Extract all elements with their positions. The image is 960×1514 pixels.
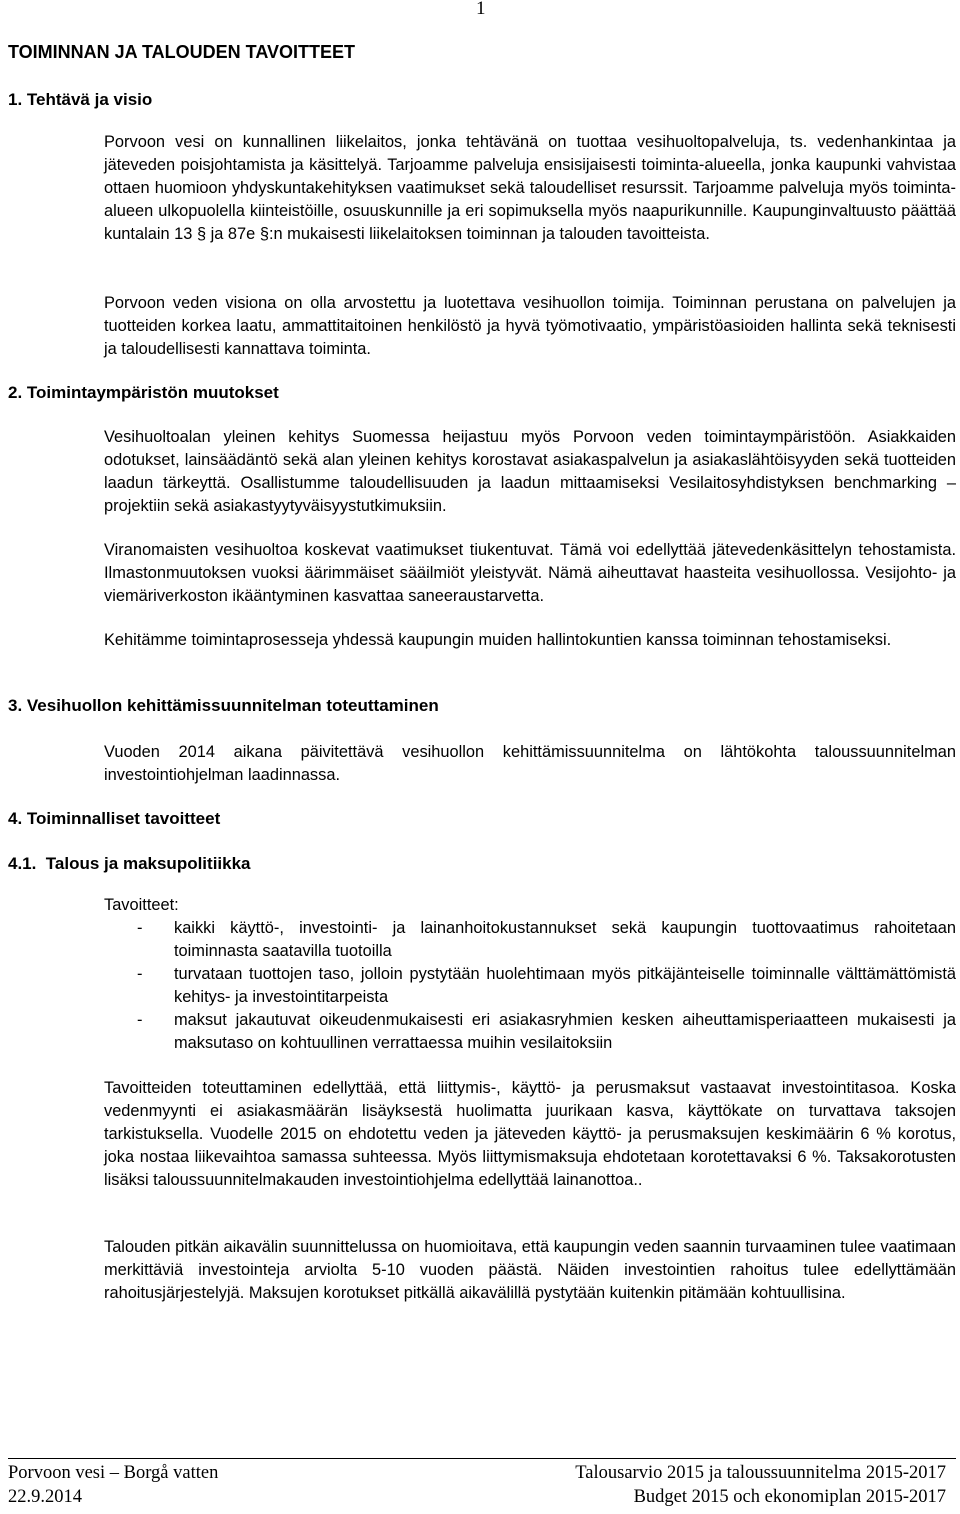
section-4-heading: 4. Toiminnalliset tavoitteet: [8, 809, 221, 828]
section-1-paragraph-2: Porvoon veden visiona on olla arvostettu ja luotettava vesihuollon toimija. Toiminnan perustana on palvelujen ja tuotteiden korkea laatu, ammattitaitoinen henkilöstö ja hyvä työmotivaatio, ympäristöasioiden hallinta sekä teknisesti ja taloudellisesti kannattava toiminta.: [104, 294, 956, 358]
section-2-paragraph-2: Viranomaisten vesihuoltoa koskevat vaatimukset tiukentuvat. Tämä voi edellyttää jätevedenkäsittelyn tehostamista. Ilmastonmuutoksen vuoksi äärimmäiset sääilmiöt yleistyvät. Nämä aiheuttavat haasteita vesihuollossa. Vesijohto- ja viemäriverkoston ikääntyminen kasvattaa saneeraustarvetta.: [104, 541, 956, 605]
section-3-paragraph-1: Vuoden 2014 aikana päivitettävä vesihuollon kehittämissuunnitelma on lähtökohta taloussuunnitelman investointiohjelman laadinnassa.: [104, 743, 956, 784]
section-4-paragraph-2: Talouden pitkän aikavälin suunnittelussa on huomioitava, että kaupungin veden saannin turvaaminen tulee vaatimaan merkittäviä investointeja arviolta 5-10 vuoden päästä. Näiden investointien rahoitus tulee edellyttämään rahoitusjärjestelyjä. Maksujen korotukset pitkällä aikavälillä pystytään kuitenkin pitämään kohtuullisina.: [104, 1238, 956, 1302]
section-3-heading: 3. Vesihuollon kehittämissuunnitelman toteuttaminen: [8, 696, 439, 715]
goal-item: [104, 917, 956, 963]
list-dash: -: [137, 1011, 143, 1029]
footer-date: 22.9.2014: [8, 1487, 82, 1507]
footer-organization: Porvoon vesi – Borgå vatten: [8, 1463, 219, 1483]
footer-budget-sv: Budget 2015 och ekonomiplan 2015-2017: [633, 1487, 946, 1507]
goals-label: Tavoitteet:: [104, 896, 179, 914]
page-number: 1: [476, 0, 486, 19]
goal-item: [104, 963, 956, 1009]
section-4-1-heading: 4.1. Talous ja maksupolitiikka: [8, 854, 251, 873]
section-2-heading: 2. Toimintaympäristön muutokset: [8, 383, 279, 402]
section-4-paragraph-1: Tavoitteiden toteuttaminen edellyttää, että liittymis-, käyttö- ja perusmaksut vastaavat investointitasoa. Koska vedenmyynti ei asiakasmäärän lisäyksestä huolimatta juurikaan kasva, käyttökate on turvattava taksojen tarkistuksella. Vuodelle 2015 on ehdotettu veden ja jäteveden käyttö- ja perusmaksujen keskimäärin 6 % korotus, joka nostaa liikevaihtoa samassa suhteessa. Myös liittymismaksuja ehdotetaan korotettavaksi 6 %. Taksakorotusten lisäksi taloussuunnitelmakauden investointiohjelma edellyttää lainanottoa..: [104, 1079, 956, 1189]
section-1-heading: 1. Tehtävä ja visio: [8, 90, 153, 109]
footer-budget-fi: Talousarvio 2015 ja taloussuunnitelma 2015-2017: [575, 1463, 946, 1483]
goal-text: turvataan tuottojen taso, jolloin pystytään huolehtimaan myös pitkäjänteiselle toiminnalle välttämättömistä kehitys- ja investointitarpeista: [174, 965, 956, 1006]
goals-list: [104, 917, 956, 1055]
goal-item: [104, 1009, 956, 1055]
list-dash: -: [137, 919, 143, 937]
list-dash: -: [137, 965, 143, 983]
section-2-paragraph-3: Kehitämme toimintaprosesseja yhdessä kaupungin muiden hallintokuntien kanssa toiminnan tehostamiseksi.: [104, 631, 892, 649]
goal-text: kaikki käyttö-, investointi- ja lainanhoitokustannukset sekä kaupungin tuottovaatimus rahoitetaan toiminnasta saatavilla tuotoilla: [174, 919, 956, 960]
section-2-paragraph-1: Vesihuoltoalan yleinen kehitys Suomessa heijastuu myös Porvoon veden toimintaympäristöön. Asiakkaiden odotukset, lainsäädäntö sekä alan yleinen kehitys korostavat asiakaspalvelun ja asiakaslähtöisyyden sekä tuotteiden laadun tärkeyttä. Osallistumme taloudellisuuden ja laadun mittaamiseksi Vesilaitosyhdistyksen benchmarking –projektiin sekä asiakastyytyväisyystutkimuksiin.: [104, 428, 956, 515]
goal-text: maksut jakautuvat oikeudenmukaisesti eri asiakasryhmien kesken aiheuttamisperiaatteen mukaisesti ja maksutaso on kohtuullinen verrattaessa muihin vesilaitoksiin: [174, 1011, 956, 1052]
footer-divider: [8, 1458, 956, 1459]
document-title: TOIMINNAN JA TALOUDEN TAVOITTEET: [8, 42, 355, 62]
section-1-paragraph-1: Porvoon vesi on kunnallinen liikelaitos, jonka tehtävänä on tuottaa vesihuoltopalveluja, ts. vedenhankintaa ja jäteveden poisjohtamista ja käsittelyä. Tarjoamme palveluja ensisijaisesti toiminta-alueella, jonka kaupunki vahvistaa ottaen huomioon yhdyskuntakehityksen vaatimukset sekä taloudelliset resurssit. Tarjoamme palveluja myös toiminta-alueen ulkopuolella kiinteistöille, osuuskunnille ja eri sopimuksella myös naapurikunnille. Kaupunginvaltuusto päättää kuntalain 13 § ja 87e §:n mukaisesti liikelaitoksen toiminnan ja talouden tavoitteista.: [104, 133, 956, 243]
